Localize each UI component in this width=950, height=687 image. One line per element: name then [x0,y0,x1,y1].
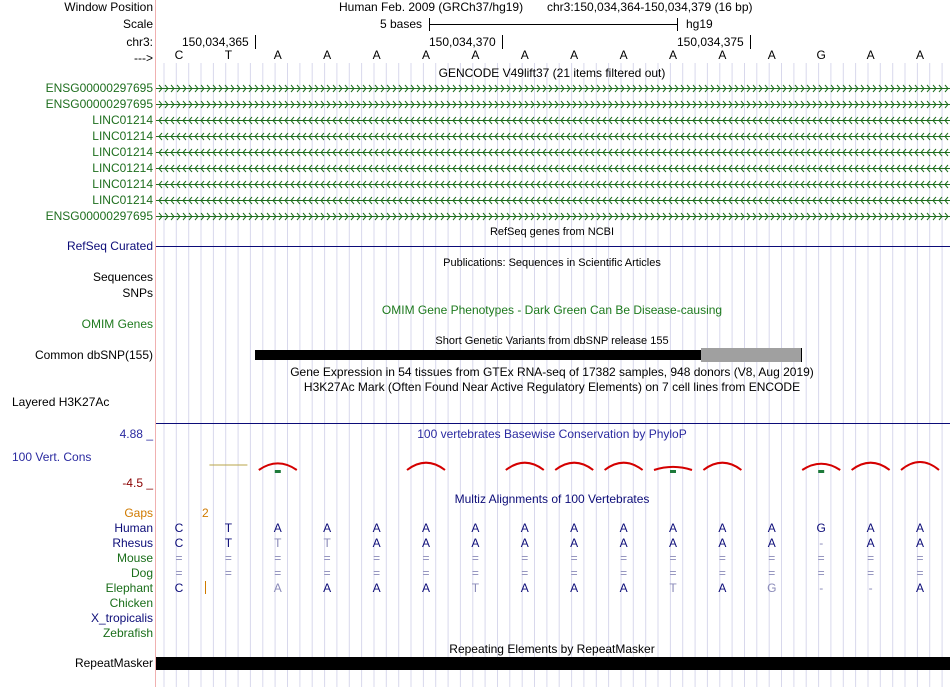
alignment-base: A [767,536,776,550]
reference-base: A [372,48,381,62]
reference-base: A [323,48,332,62]
alignment-base: = [570,551,578,565]
alignment-base: A [718,581,727,595]
species-label[interactable]: Mouse [116,551,153,565]
alignment-base: T [274,536,282,550]
refseq-line[interactable] [156,246,950,247]
conservation-peak [852,463,890,470]
omim-track-label[interactable]: OMIM Genes [81,317,153,331]
conservation-peak [555,463,593,470]
reference-base: C [174,48,184,62]
alignment-base: A [718,536,727,550]
alignment-base: = [867,551,875,565]
reference-base: A [471,48,480,62]
gencode-gene-label[interactable]: LINC01214 [92,113,153,127]
gencode-gene-bar[interactable] [156,162,950,175]
species-label[interactable]: Dog [130,566,153,580]
track-label-column [0,0,153,687]
alignment-base: A [471,521,480,535]
gencode-gene-bar[interactable] [156,178,950,191]
alignment-base: G [767,581,777,595]
alignment-base: A [915,581,924,595]
alignment-base: A [619,581,628,595]
alignment-base: T [669,581,677,595]
gap-marker [205,581,206,594]
alignment-base: C [174,581,184,595]
coordinate-3: 150,034,375 [677,35,744,49]
alignment-base: = [175,566,183,580]
conservation-peak [802,464,840,470]
alignment-base: A [421,521,430,535]
alignment-base: = [768,551,776,565]
alignment-base: - [819,581,824,595]
alignment-base: = [323,566,331,580]
alignment-base: A [372,581,381,595]
reference-base: A [915,48,924,62]
coordinate-tick-2 [502,35,503,49]
species-label[interactable]: Rhesus [112,536,153,550]
cons-top-line [156,423,950,424]
species-label[interactable]: X_tropicalis [90,611,153,625]
dbsnp-title[interactable]: Short Genetic Variants from dbSNP release 155 [435,335,669,347]
alignment-base: T [323,536,331,550]
dbsnp-track-label[interactable]: Common dbSNP(155) [34,348,153,362]
alignment-base: = [669,551,677,565]
reference-base: A [767,48,776,62]
conservation-peak [654,467,692,470]
conservation-wiggle[interactable] [156,440,950,490]
gencode-gene-label[interactable]: LINC01214 [92,193,153,207]
cons-title[interactable]: 100 vertebrates Basewise Conservation by PhyloP [417,427,687,441]
alignment-base: A [668,521,677,535]
track-data-area[interactable] [156,0,950,687]
alignment-base: T [224,536,233,550]
conservation-peak [901,462,939,470]
conservation-peak [506,463,544,470]
alignment-base: = [373,551,381,565]
alignment-base: = [570,566,578,580]
alignment-base: = [224,566,232,580]
gencode-gene-label[interactable]: LINC01214 [92,145,153,159]
gencode-gene-bar[interactable] [156,146,950,159]
alignment-base: = [669,566,677,580]
cons-min-label: -4.5 _ [122,476,153,490]
alignment-base: T [471,581,480,595]
alignment-base: = [521,551,529,565]
gencode-gene-bar[interactable] [156,194,950,207]
chrom-label: chr3: [126,35,153,49]
gencode-gene-label[interactable]: ENSG00000297695 [45,209,153,223]
alignment-base: = [274,566,282,580]
alignment-base: G [816,521,826,535]
gaps-label: Gaps [124,506,153,520]
alignment-base: = [867,566,875,580]
reference-base: A [866,48,875,62]
alignment-base: = [471,551,479,565]
reference-base: A [421,48,430,62]
coordinate-tick-3 [750,35,751,49]
alignment-base: - [819,536,824,550]
conservation-peak [605,463,643,470]
h3k27ac-title[interactable]: H3K27Ac Mark (Often Found Near Active Regulatory Elements) on 7 cell lines from ENCODE [303,380,801,394]
alignment-base: A [866,536,875,550]
alignment-base: = [817,566,825,580]
alignment-base: A [273,581,282,595]
conservation-below-mark [275,470,281,473]
conservation-peak [407,463,445,470]
reference-base: G [816,48,826,62]
alignment-base: A [520,536,529,550]
alignment-base: = [718,551,726,565]
reference-base: A [718,48,727,62]
reference-base-row [156,48,950,63]
gencode-gene-bar[interactable] [156,114,950,127]
alignment-base: = [422,566,430,580]
alignment-base: A [372,521,381,535]
conservation-below-mark [670,470,676,473]
repeatmasker-bar[interactable] [156,657,950,670]
gencode-gene-label[interactable]: LINC01214 [92,161,153,175]
alignment-base: A [471,536,480,550]
conservation-peak [259,463,297,470]
alignment-base: = [471,566,479,580]
gencode-gene-label[interactable]: LINC01214 [92,129,153,143]
alignment-base: = [817,551,825,565]
reference-base: A [273,48,282,62]
alignment-base: C [174,521,184,535]
scale-label: Scale [122,17,153,31]
alignment-base: = [521,566,529,580]
publications-title[interactable]: Publications: Sequences in Scientific Articles [443,257,661,269]
gencode-gene-bar[interactable] [156,82,950,95]
alignment-base: = [620,566,628,580]
alignment-base: A [323,581,332,595]
gencode-gene-label[interactable]: ENSG00000297695 [45,81,153,95]
coordinate-tick-1 [255,35,256,49]
reference-base: T [224,48,233,62]
assembly-name: Human Feb. 2009 (GRCh37/hg19) [339,0,524,14]
alignment-base: T [224,521,233,535]
window-position-value: chr3:150,034,364-150,034,379 (16 bp) [547,0,753,14]
window-position-label: Window Position [64,0,153,14]
refseq-track-label[interactable]: RefSeq Curated [66,239,153,253]
multiz-title[interactable]: Multiz Alignments of 100 Vertebrates [454,492,650,506]
gencode-gene-bar[interactable] [156,98,950,111]
conservation-peak [703,463,741,470]
alignment-base: A [915,521,924,535]
refseq-title[interactable]: RefSeq genes from NCBI [489,226,615,238]
h3k27ac-track-label[interactable]: Layered H3K27Ac [12,395,110,409]
alignment-base: = [916,551,924,565]
alignment-base: A [619,536,628,550]
alignment-base: A [520,521,529,535]
alignment-base: A [866,521,875,535]
alignment-base: = [274,551,282,565]
alignment-base: A [520,581,529,595]
alignment-base: C [174,536,184,550]
cons-track-label[interactable]: 100 Vert. Cons [12,450,92,464]
alignment-base: = [224,551,232,565]
repeatmasker-title[interactable]: Repeating Elements by RepeatMasker [449,642,655,656]
alignment-base: A [619,521,628,535]
reference-base: A [668,48,677,62]
scale-bar [429,17,678,32]
publications-snps-label[interactable]: SNPs [122,286,153,300]
cons-max-label: 4.88 _ [119,427,153,441]
reference-base: A [619,48,628,62]
alignment-base: A [323,521,332,535]
alignment-base: A [915,536,924,550]
coordinate-2: 150,034,370 [429,35,496,49]
coordinate-1: 150,034,365 [182,35,249,49]
alignment-base: = [422,551,430,565]
alignment-base: A [273,521,282,535]
species-label[interactable]: Chicken [109,596,153,610]
conservation-below-mark [818,470,824,473]
alignment-base: - [868,581,873,595]
alignment-base: = [323,551,331,565]
alignment-base: = [373,566,381,580]
alignment-base: = [175,551,183,565]
alignment-base: A [421,581,430,595]
alignment-base: A [718,521,727,535]
dbsnp-variant-bar-gray[interactable] [701,348,802,362]
alignment-base: A [767,521,776,535]
gencode-gene-label[interactable]: ENSG00000297695 [45,97,153,111]
alignment-base: A [570,536,579,550]
species-label[interactable]: Zebrafish [102,626,153,640]
reference-base: A [520,48,529,62]
repeatmasker-track-label[interactable]: RepeatMasker [74,656,153,670]
alignment-base: = [620,551,628,565]
alignment-base: A [372,536,381,550]
gaps-count: 2 [202,506,209,520]
gencode-title[interactable]: GENCODE V49lift37 (21 items filtered out) [438,66,666,80]
alignment-base: = [768,566,776,580]
alignment-base: A [421,536,430,550]
alignment-base: A [668,536,677,550]
alignment-base: A [570,581,579,595]
species-label[interactable]: Elephant [105,581,153,595]
alignment-base: = [718,566,726,580]
gtex-title[interactable]: Gene Expression in 54 tissues from GTEx RNA-seq of 17382 samples, 948 donors (V8, Aug 2019) [290,365,814,379]
scale-text: 5 bases [380,17,423,31]
scale-db: hg19 [686,17,713,31]
reference-base: A [570,48,579,62]
alignment-base: = [916,566,924,580]
publications-sequences-label[interactable]: Sequences [92,270,153,284]
gencode-gene-label[interactable]: LINC01214 [92,177,153,191]
species-label[interactable]: Human [114,521,153,535]
alignment-base: A [570,521,579,535]
gencode-gene-bar[interactable] [156,130,950,143]
omim-title[interactable]: OMIM Gene Phenotypes - Dark Green Can Be Disease-causing [381,303,723,317]
strand-label: ---> [134,51,153,65]
gencode-gene-bar[interactable] [156,210,950,223]
